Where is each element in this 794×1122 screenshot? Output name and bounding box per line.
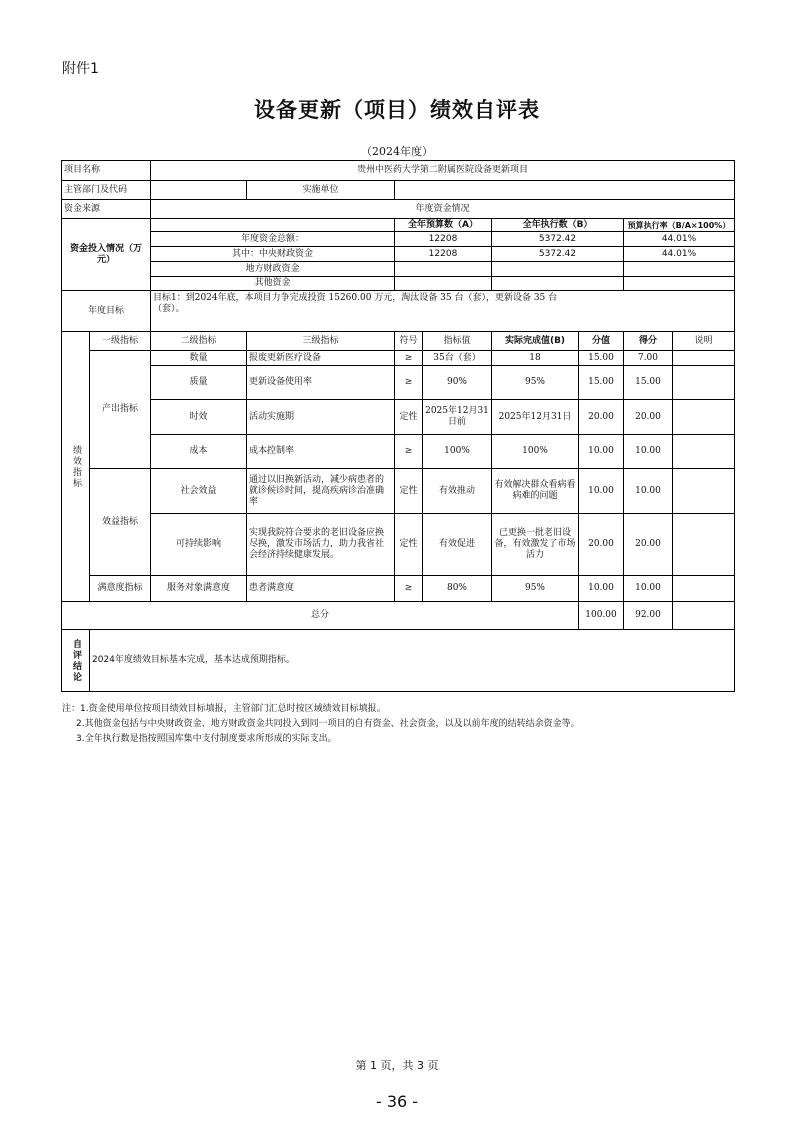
dept-value bbox=[150, 180, 247, 200]
annual-goal-content: 目标1：到2024年底，本项目力争完成投资 15260.00 万元，淘汰设备 35 台（套），更新设备 35 台（套）。 bbox=[153, 293, 558, 314]
row-cost-symbol: ≥ bbox=[394, 434, 423, 469]
row-social-score-full: 10.00 bbox=[578, 468, 624, 514]
total-score-got: 92.00 bbox=[623, 601, 673, 630]
project-name-label: 项目名称 bbox=[61, 160, 151, 181]
row-quantity-score-got: 7.00 bbox=[623, 350, 673, 366]
fund-row-local-budget bbox=[394, 261, 492, 277]
satisfaction-indicator-label: 满意度指标 bbox=[89, 575, 151, 602]
header-score-full: 分值 bbox=[578, 331, 624, 351]
fund-row-local-rate bbox=[623, 261, 735, 277]
row-quantity-level2: 数量 bbox=[150, 350, 247, 366]
performance-section-label: 绩效指标 bbox=[61, 331, 90, 602]
page-count: 第 1 页，共 3 页 bbox=[355, 1059, 439, 1072]
header-target: 指标值 bbox=[422, 331, 492, 351]
fund-row-central-rate: 44.01% bbox=[623, 246, 735, 262]
footnotes bbox=[62, 702, 580, 747]
self-eval-label: 自评结论 bbox=[61, 629, 90, 692]
row-timeliness-target: 2025年12月31日前 bbox=[422, 399, 492, 435]
total-score-full: 100.00 bbox=[578, 601, 624, 630]
header-actual: 实际完成值(B) bbox=[491, 331, 579, 351]
row-social-score-got: 10.00 bbox=[623, 468, 673, 514]
row-satisfaction-note bbox=[672, 575, 735, 602]
row-sustain-actual: 已更换一批老旧设备，有效激发了市场活力 bbox=[491, 513, 579, 576]
self-eval-text: 2024年度绩效目标基本完成，基本达成预期指标。 bbox=[89, 629, 735, 692]
footnote-3: 3.全年执行数是指按照国库集中支付制度要求所形成的实际支出。 bbox=[76, 734, 337, 744]
row-timeliness-symbol: 定性 bbox=[394, 399, 423, 435]
fund-row-central-executed: 5372.42 bbox=[491, 246, 624, 262]
col-executed-header: 全年执行数（B） bbox=[491, 218, 624, 232]
footnote-2: 2.其他资金包括与中央财政资金、地方财政资金共同投入到同一项目的自有资金、社会资金，以及以前年度的结转结余资金等。 bbox=[76, 719, 580, 729]
row-satisfaction-target: 80% bbox=[422, 575, 492, 602]
dept-label: 主管部门及代码 bbox=[61, 180, 151, 200]
fund-row-total-rate: 44.01% bbox=[623, 231, 735, 247]
output-indicator-label: 产出指标 bbox=[89, 350, 151, 469]
funding-header-blank bbox=[150, 218, 395, 232]
page-number: - 36 - bbox=[375, 1092, 419, 1111]
row-cost-actual: 100% bbox=[491, 434, 579, 469]
header-note: 说明 bbox=[672, 331, 735, 351]
fund-row-local-executed bbox=[491, 261, 624, 277]
row-cost-level2: 成本 bbox=[150, 434, 247, 469]
row-satisfaction-score-full: 10.00 bbox=[578, 575, 624, 602]
header-score-got: 得分 bbox=[623, 331, 673, 351]
fund-row-local-label: 地方财政资金 bbox=[150, 261, 395, 277]
fund-source-label: 资金来源 bbox=[61, 199, 151, 219]
row-satisfaction-symbol: ≥ bbox=[394, 575, 423, 602]
row-social-level2: 社会效益 bbox=[150, 468, 247, 514]
fund-row-central-budget: 12208 bbox=[394, 246, 492, 262]
row-quantity-score-full: 15.00 bbox=[578, 350, 624, 366]
row-quality-level3: 更新设备使用率 bbox=[246, 365, 395, 400]
fund-row-total-executed: 5372.42 bbox=[491, 231, 624, 247]
row-social-note bbox=[672, 468, 735, 514]
row-timeliness-level3: 活动实施期 bbox=[246, 399, 395, 435]
row-quantity-actual: 18 bbox=[491, 350, 579, 366]
attachment-label: 附件1 bbox=[62, 61, 99, 77]
row-timeliness-level2: 时效 bbox=[150, 399, 247, 435]
fund-row-total-budget: 12208 bbox=[394, 231, 492, 247]
row-cost-note bbox=[672, 434, 735, 469]
row-sustain-score-full: 20.00 bbox=[578, 513, 624, 576]
impl-unit-value bbox=[394, 180, 735, 200]
row-sustain-level2: 可持续影响 bbox=[150, 513, 247, 576]
row-timeliness-actual: 2025年12月31日 bbox=[491, 399, 579, 435]
row-satisfaction-level3: 患者满意度 bbox=[246, 575, 395, 602]
footnote-1: 注：1.资金使用单位按项目绩效目标填报，主管部门汇总时按区域绩效目标填报。 bbox=[62, 704, 386, 714]
benefit-indicator-label: 效益指标 bbox=[89, 468, 151, 576]
row-quality-score-full: 15.00 bbox=[578, 365, 624, 400]
row-quality-score-got: 15.00 bbox=[623, 365, 673, 400]
row-timeliness-note bbox=[672, 399, 735, 435]
row-satisfaction-score-got: 10.00 bbox=[623, 575, 673, 602]
row-cost-target: 100% bbox=[422, 434, 492, 469]
row-sustain-score-got: 20.00 bbox=[623, 513, 673, 576]
project-name-value: 贵州中医药大学第二附属医院设备更新项目 bbox=[150, 160, 735, 181]
year-label: （2024年度） bbox=[361, 145, 433, 158]
total-note bbox=[672, 601, 735, 630]
row-quantity-symbol: ≥ bbox=[394, 350, 423, 366]
row-timeliness-score-got: 20.00 bbox=[623, 399, 673, 435]
col-budget-header: 全年预算数（A） bbox=[394, 218, 492, 232]
impl-unit-label: 实施单位 bbox=[246, 180, 395, 200]
row-quality-target: 90% bbox=[422, 365, 492, 400]
header-level2: 二级指标 bbox=[150, 331, 247, 351]
row-sustain-target: 有效促进 bbox=[422, 513, 492, 576]
row-quality-level2: 质量 bbox=[150, 365, 247, 400]
row-quality-actual: 95% bbox=[491, 365, 579, 400]
fund-row-other-executed bbox=[491, 276, 624, 291]
fund-row-other-rate bbox=[623, 276, 735, 291]
annual-goal-label: 年度目标 bbox=[61, 290, 151, 332]
fund-row-total-label: 年度资金总额： bbox=[150, 231, 395, 247]
funding-section-label: 资金投入情况（万元） bbox=[61, 218, 151, 291]
row-timeliness-score-full: 20.00 bbox=[578, 399, 624, 435]
row-cost-score-got: 10.00 bbox=[623, 434, 673, 469]
row-social-symbol: 定性 bbox=[394, 468, 423, 514]
total-label: 总分 bbox=[61, 601, 579, 630]
evaluation-table bbox=[61, 160, 735, 692]
row-social-level3: 通过以旧换新活动，减少病患者的就诊候诊时间，提高疾病诊治准确率 bbox=[246, 468, 395, 514]
annual-goal-text bbox=[150, 290, 735, 332]
row-social-actual: 有效解决群众看病看病难的问题 bbox=[491, 468, 579, 514]
row-quantity-level3: 报废更新医疗设备 bbox=[246, 350, 395, 366]
row-quantity-note bbox=[672, 350, 735, 366]
row-cost-score-full: 10.00 bbox=[578, 434, 624, 469]
fund-row-other-budget bbox=[394, 276, 492, 291]
row-sustain-note bbox=[672, 513, 735, 576]
fund-row-other-label: 其他资金 bbox=[150, 276, 395, 291]
row-cost-level3: 成本控制率 bbox=[246, 434, 395, 469]
row-sustain-level3: 实现我院符合要求的老旧设备应换尽换，激发市场活力，助力我省社会经济持续健康发展。 bbox=[246, 513, 395, 576]
row-satisfaction-level2: 服务对象满意度 bbox=[150, 575, 247, 602]
page-title: 设备更新（项目）绩效自评表 bbox=[254, 97, 540, 122]
header-symbol: 符号 bbox=[394, 331, 423, 351]
row-quality-symbol: ≥ bbox=[394, 365, 423, 400]
row-quantity-target: 35台（套） bbox=[422, 350, 492, 366]
fund-source-value: 年度资金情况 bbox=[150, 199, 735, 219]
header-level3: 三级指标 bbox=[246, 331, 395, 351]
fund-row-central-label: 其中：中央财政资金 bbox=[150, 246, 395, 262]
row-sustain-symbol: 定性 bbox=[394, 513, 423, 576]
row-quality-note bbox=[672, 365, 735, 400]
row-satisfaction-actual: 95% bbox=[491, 575, 579, 602]
row-social-target: 有效推动 bbox=[422, 468, 492, 514]
header-level1: 一级指标 bbox=[89, 331, 151, 351]
col-rate-header: 预算执行率（B/A×100%） bbox=[623, 218, 735, 232]
